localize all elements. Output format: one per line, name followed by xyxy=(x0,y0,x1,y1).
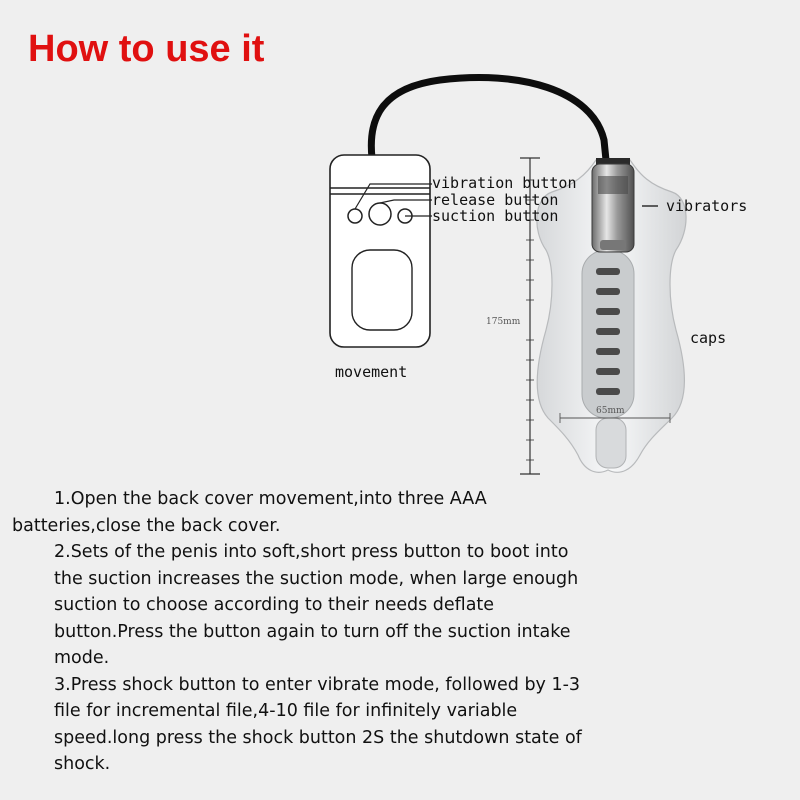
sleeve-opening xyxy=(596,418,626,468)
instruction-step-2: 2.Sets of the penis into soft,short press button to boot into the suction increases the suction mode, when large enough suction to choose according to their needs deflate button.Press the button again to turn off the suction intake mode. xyxy=(54,542,579,668)
release-button-label: release button xyxy=(432,191,559,209)
suction-button-label: suction button xyxy=(432,207,559,225)
instruction-step-1: 1.Open the back cover movement,into three AAA batteries,close the back cover. xyxy=(12,489,487,536)
width-dimension-label: 65mm xyxy=(596,406,625,416)
air-hose xyxy=(371,78,606,161)
battery-cover xyxy=(352,250,412,330)
release-button xyxy=(369,203,391,225)
vibrator-bullet xyxy=(592,158,634,252)
page-title: How to use it xyxy=(28,28,265,70)
instructions xyxy=(12,486,592,778)
vibrators-label: vibrators xyxy=(666,197,748,215)
vibration-button-label: vibration button xyxy=(432,174,577,192)
movement-label: movement xyxy=(335,363,408,381)
instruction-step-3: 3.Press shock button to enter vibrate mode, followed by 1-3 file for incremental file,4-10 file for infinitely variable speed.long press the shock button 2S the shutdown state of shock. xyxy=(54,674,582,774)
vibration-button xyxy=(348,209,362,223)
caps-label: caps xyxy=(690,329,727,347)
height-dimension-label: 175mm xyxy=(486,317,521,327)
